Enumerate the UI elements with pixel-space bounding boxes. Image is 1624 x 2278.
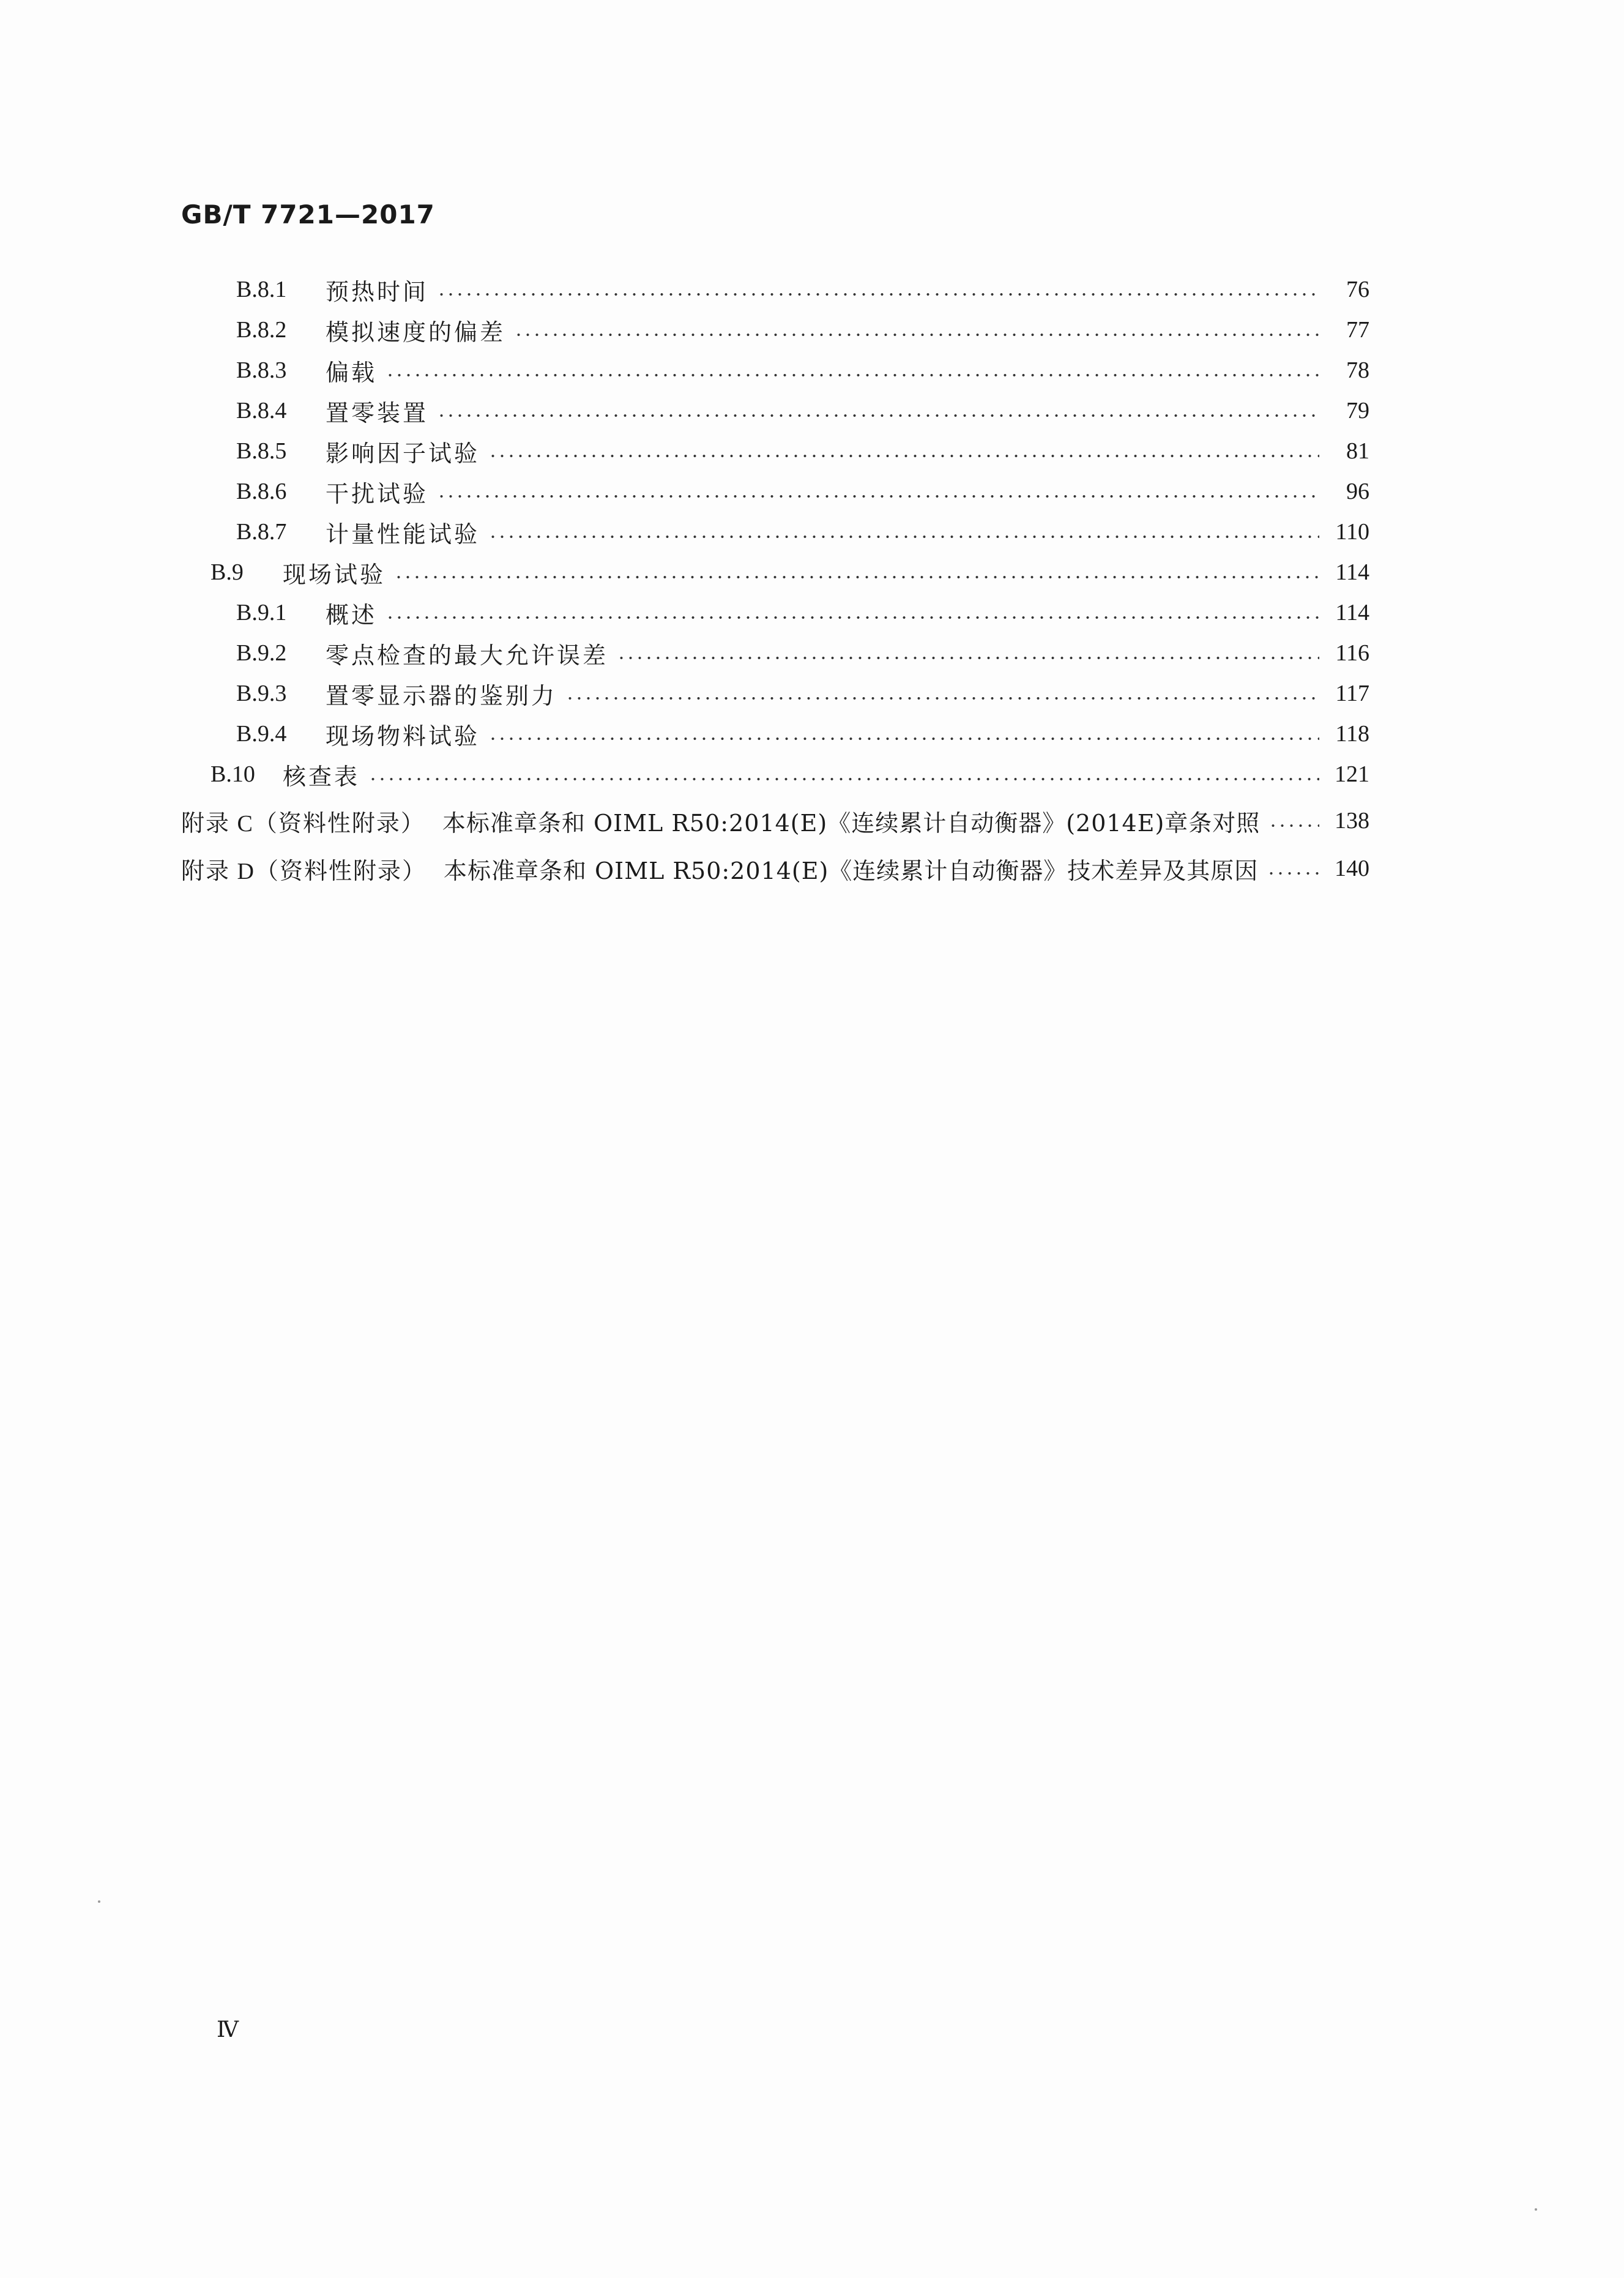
toc-entry-page: 114 [1335, 559, 1369, 585]
toc-entry-title: 现场试验 [283, 561, 386, 588]
toc-leader-dots [514, 334, 1319, 336]
toc-entry-number: B.8.1 [236, 277, 287, 302]
toc-entry-number: B.9.1 [236, 600, 287, 626]
toc-entry-page: 114 [1335, 600, 1369, 626]
toc-entry-page: 81 [1346, 438, 1369, 464]
toc-entry-title: 现场物料试验 [326, 722, 480, 750]
toc-entry-number: B.8.6 [236, 479, 287, 504]
toc-entry-page: 78 [1346, 357, 1369, 383]
toc-entry-title: 干扰试验 [326, 480, 429, 507]
toc-entry-page: 118 [1335, 721, 1369, 747]
toc-entry[interactable] [236, 310, 1369, 350]
toc-entry[interactable] [236, 592, 1369, 633]
toc-leader-dots [368, 778, 1319, 780]
toc-leader-dots [437, 414, 1319, 417]
toc-entry-number: B.8.7 [236, 519, 287, 545]
toc-entry-title: 计量性能试验 [326, 520, 480, 548]
toc-leader-dots [386, 616, 1319, 619]
toc-entry-page: 96 [1346, 479, 1369, 504]
page-number-footer: Ⅳ [217, 2017, 239, 2042]
toc-entry-title: 核查表 [283, 763, 360, 790]
toc-entry[interactable] [236, 714, 1369, 754]
toc-appendix-entry[interactable] [181, 801, 1369, 841]
toc-entry[interactable] [236, 350, 1369, 390]
toc-entry-title: 预热时间 [326, 278, 429, 305]
toc-leader-dots [565, 697, 1319, 700]
toc-entry[interactable] [236, 471, 1369, 512]
toc-leader-dots [488, 455, 1319, 457]
toc-leader-dots [488, 738, 1319, 740]
toc-leader-dots [437, 293, 1319, 296]
toc-leader-dots [488, 536, 1319, 538]
toc-entry-page: 117 [1335, 681, 1369, 706]
toc-entry-page: 121 [1335, 761, 1369, 787]
appendix-title: 本标准章条和 OIML R50:2014(E)《连续累计自动衡器》(2014E)章条对照 [442, 809, 1261, 837]
toc-entry[interactable] [210, 552, 1369, 592]
toc-entry[interactable] [236, 431, 1369, 471]
toc-entry-title: 零点检查的最大允许误差 [326, 641, 609, 669]
toc-entry-number: B.9.2 [236, 640, 287, 666]
toc-entry-number: B.9 [210, 559, 244, 585]
appendix-label: 附录 C（资料性附录） [181, 810, 425, 837]
toc-entry-number: B.8.4 [236, 398, 287, 424]
toc-entry-page: 79 [1346, 398, 1369, 424]
toc-leader-dots [617, 657, 1319, 659]
toc-entry-number: B.9.3 [236, 681, 287, 706]
toc-entry[interactable] [210, 754, 1369, 794]
toc-entry[interactable] [236, 390, 1369, 431]
toc-leader-dots [386, 374, 1319, 376]
toc-entry[interactable] [236, 673, 1369, 714]
toc-entry-title: 模拟速度的偏差 [326, 318, 506, 346]
toc-entry-number: B.8.2 [236, 317, 287, 343]
appendix-page: 138 [1335, 808, 1369, 834]
toc-entry[interactable] [236, 633, 1369, 673]
toc-entry-page: 110 [1335, 519, 1369, 545]
toc-leader-dots [394, 576, 1319, 578]
toc-entry[interactable] [236, 512, 1369, 552]
toc-entry-number: B.8.5 [236, 438, 287, 464]
toc-entry-number: B.8.3 [236, 357, 287, 383]
scan-speck [98, 1900, 100, 1903]
toc-entry-title: 置零显示器的鉴别力 [326, 682, 557, 709]
toc-entry[interactable] [236, 269, 1369, 310]
toc-leader-dots [1268, 824, 1319, 827]
standard-code-header: GB/T 7721—2017 [181, 200, 435, 230]
appendix-title: 本标准章条和 OIML R50:2014(E)《连续累计自动衡器》技术差异及其原因 [443, 857, 1259, 884]
toc-appendix-entry[interactable] [181, 848, 1369, 889]
appendix-label: 附录 D（资料性附录） [181, 858, 426, 884]
toc-entry-page: 77 [1346, 317, 1369, 343]
scan-speck [1535, 2208, 1537, 2211]
toc-entry-number: B.10 [210, 761, 255, 787]
toc-leader-dots [1267, 872, 1319, 875]
toc-entry-title: 偏载 [326, 359, 378, 386]
toc-leader-dots [437, 495, 1319, 498]
toc-entry-title: 置零装置 [326, 399, 429, 427]
toc-entry-number: B.9.4 [236, 721, 287, 747]
toc-entry-page: 76 [1346, 277, 1369, 302]
appendix-page: 140 [1335, 856, 1369, 881]
toc-entry-page: 116 [1335, 640, 1369, 666]
toc-entry-title: 影响因子试验 [326, 439, 480, 467]
toc-entry-title: 概述 [326, 601, 378, 629]
